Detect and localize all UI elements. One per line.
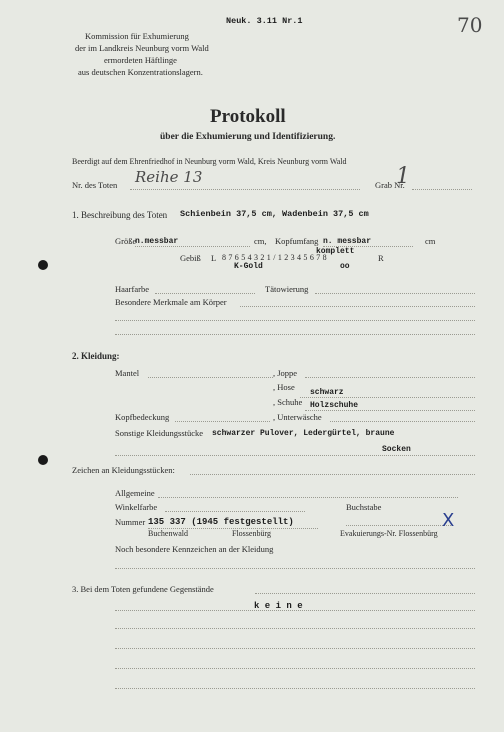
general-label: Allgemeine (115, 488, 155, 498)
section-3-heading: 3. Bei dem Toten gefundene Gegenstände (72, 584, 214, 594)
other-clothing-label: Sonstige Kleidungsstücke (115, 428, 204, 438)
head-circumference-label: Kopfumfang (275, 236, 319, 246)
flossenburg-label: Flossenbürg (232, 529, 271, 538)
teeth-left-mark: L (211, 253, 217, 263)
punch-hole-upper (38, 260, 48, 270)
coat-label: Mantel (115, 368, 140, 378)
grave-number-value: 1 (396, 164, 410, 189)
dead-description: Schienbein 37,5 cm, Wadenbein 37,5 cm (180, 209, 369, 219)
commission-line-2: der im Landkreis Neunburg vorm Wald (75, 43, 209, 53)
buchenwald-label: Buchenwald (148, 529, 188, 538)
teeth-note-complete: komplett (316, 247, 355, 256)
teeth-note-gold: K-Gold (234, 262, 263, 271)
other-clothing-value: schwarzer Pulover, Ledergürtel, braune (212, 429, 395, 438)
height-label: Größe (115, 236, 137, 246)
hair-color-label: Haarfarbe (115, 284, 149, 294)
number-label: Nummer (115, 517, 146, 527)
teeth-note-oo: oo (340, 262, 350, 271)
burial-place-text: Beerdigt auf dem Ehrenfriedhof in Neunburg vorm Wald, Kreis Neunburg vorm Wald (72, 157, 347, 166)
height-unit: cm, (254, 236, 267, 246)
punch-hole-lower (38, 455, 48, 465)
head-unit: cm (425, 236, 436, 246)
jacket-label: , Joppe (273, 368, 298, 378)
section-1-heading: 1. Beschreibung des Toten (72, 210, 168, 220)
head-circumference-value: n. messbar (323, 237, 372, 246)
commission-line-3: ermordeten Häftlinge (104, 55, 177, 65)
trousers-label: , Hose (273, 382, 295, 392)
archive-reference: Neuk. 3.11 Nr.1 (226, 16, 303, 26)
found-items-value: k e i n e (254, 601, 303, 611)
page-number: 70 (457, 13, 483, 37)
other-marks-label: Noch besondere Kennzeichen an der Kleidung (115, 544, 274, 554)
special-marks-label: Besondere Merkmale am Körper (115, 297, 227, 307)
dead-number-label: Nr. des Toten (72, 180, 118, 190)
other-clothing-value-cont: Socken (382, 445, 411, 454)
underwear-label: , Unterwäsche (273, 412, 322, 422)
dead-number-value: Reihe 13 (135, 168, 203, 186)
teeth-chart: 8 7 6 5 4 3 2 1 / 1 2 3 4 5 6 7 8 (222, 253, 327, 262)
document-title: Protokoll (210, 106, 286, 127)
commission-line-4: aus deutschen Konzentrationslagern. (78, 67, 203, 77)
height-value: n.messbar (135, 237, 179, 246)
tattoo-label: Tätowierung (265, 284, 309, 294)
prisoner-number-value: 135 337 (1945 festgestellt) (148, 517, 294, 527)
evacuation-number-label: Evakuierungs-Nr. Flossenbürg (340, 529, 438, 538)
section-2-heading: 2. Kleidung: (72, 351, 120, 361)
signs-heading: Zeichen an Kleidungsstücken: (72, 465, 175, 475)
teeth-label: Gebiß (180, 253, 201, 263)
letter-label: Buchstabe (346, 502, 382, 512)
document-subtitle: über die Exhumierung und Identifizierung. (160, 132, 336, 142)
shoes-label: , Schuhe (273, 397, 303, 407)
trousers-value: schwarz (310, 388, 344, 397)
evacuation-x-mark: X (442, 510, 455, 531)
headwear-label: Kopfbedeckung (115, 412, 170, 422)
commission-line-1: Kommission für Exhumierung (85, 31, 189, 41)
grave-number-label: Grab Nr. (375, 180, 405, 190)
teeth-right-mark: R (378, 253, 384, 263)
triangle-color-label: Winkelfarbe (115, 502, 158, 512)
shoes-value: Holzschuhe (310, 401, 359, 410)
